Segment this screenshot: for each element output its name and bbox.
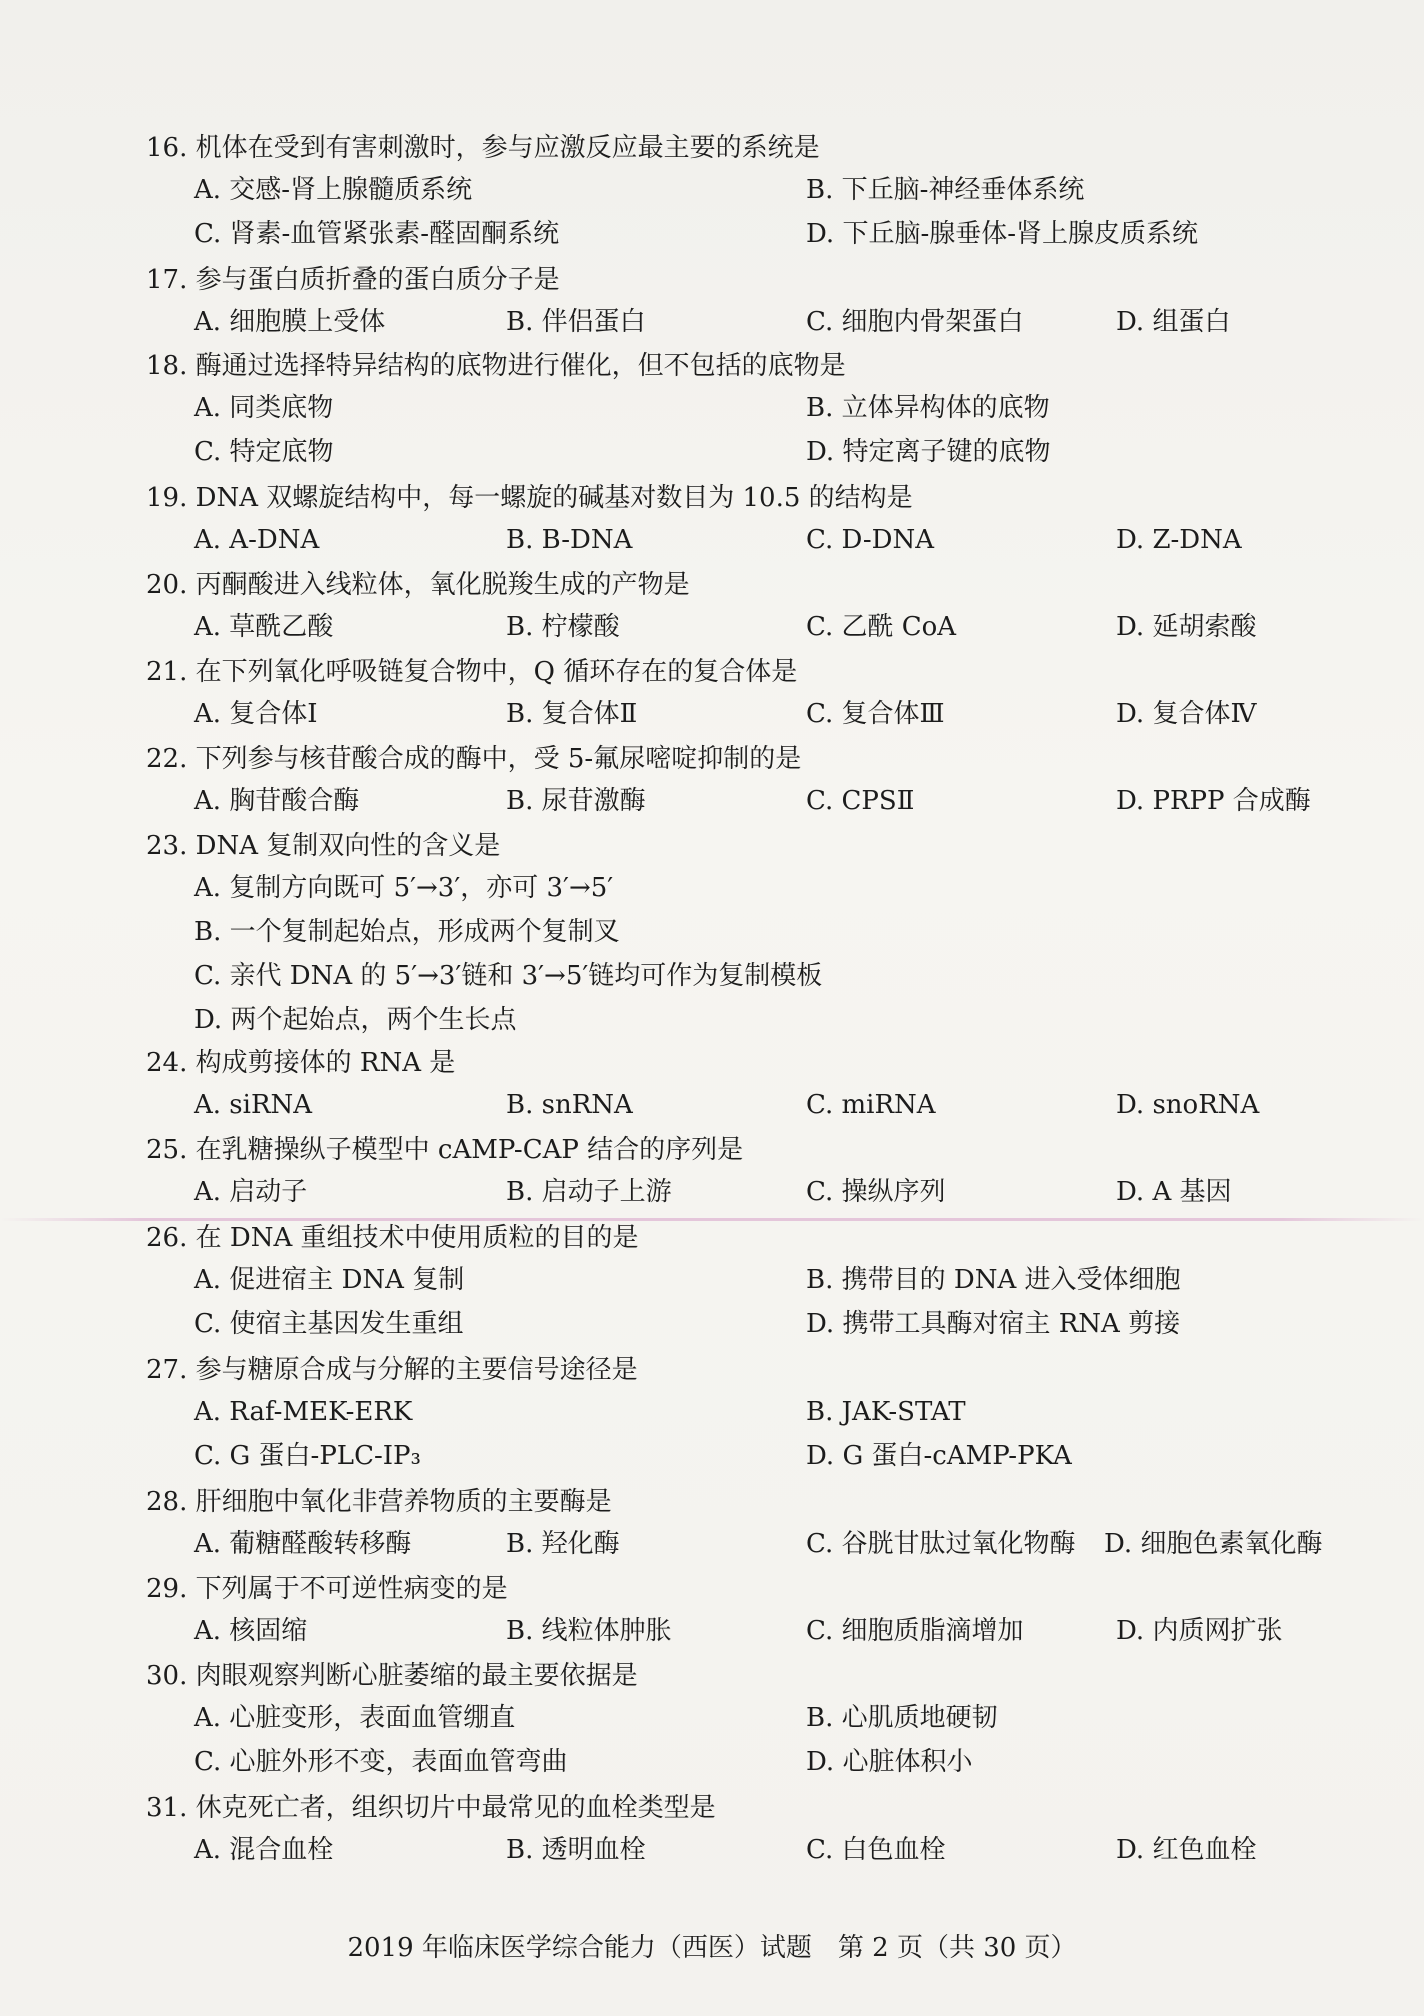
option-a: A. 交感-肾上腺髓质系统 xyxy=(194,175,473,205)
option-c: C. 特定底物 xyxy=(194,437,334,467)
option-c: C. CPSⅡ xyxy=(806,786,915,816)
option-a: A. 复合体Ⅰ xyxy=(194,699,318,729)
option-b: B. 下丘脑-神经垂体系统 xyxy=(806,175,1085,205)
option-c: C. 使宿主基因发生重组 xyxy=(194,1309,464,1339)
option-a: A. 葡糖醛酸转移酶 xyxy=(194,1529,412,1559)
question-stem: 31. 休克死亡者，组织切片中最常见的血栓类型是 xyxy=(146,1793,716,1823)
option-b: B. 立体异构体的底物 xyxy=(806,393,1050,423)
question-31 xyxy=(146,1790,1376,1872)
question-27 xyxy=(146,1352,1376,1478)
question-stem: 27. 参与糖原合成与分解的主要信号途径是 xyxy=(146,1355,638,1385)
option-a: A. 启动子 xyxy=(194,1177,308,1207)
option-b: B. 携带目的 DNA 进入受体细胞 xyxy=(806,1265,1181,1295)
page-footer: 2019 年临床医学综合能力（西医）试题 第 2 页（共 30 页） xyxy=(347,1933,1077,1963)
question-stem: 20. 丙酮酸进入线粒体，氧化脱羧生成的产物是 xyxy=(146,570,690,600)
option-b: B. 羟化酶 xyxy=(506,1529,620,1559)
question-stem: 17. 参与蛋白质折叠的蛋白质分子是 xyxy=(146,265,560,295)
option-c: C. 复合体Ⅲ xyxy=(806,699,945,729)
option-b: B. 启动子上游 xyxy=(506,1177,672,1207)
option-d: D. 红色血栓 xyxy=(1116,1835,1257,1865)
option-b: B. snRNA xyxy=(506,1090,633,1120)
option-d: D. 内质网扩张 xyxy=(1116,1616,1283,1646)
option-a: A. 复制方向既可 5′→3′，亦可 3′→5′ xyxy=(194,873,614,903)
question-20 xyxy=(146,567,1376,649)
option-b: B. 尿苷激酶 xyxy=(506,786,646,816)
question-26 xyxy=(146,1220,1376,1346)
option-d: D. 延胡索酸 xyxy=(1116,612,1257,642)
question-24 xyxy=(146,1045,1376,1127)
option-d: D. G 蛋白-cAMP-PKA xyxy=(806,1441,1072,1471)
question-stem: 24. 构成剪接体的 RNA 是 xyxy=(146,1048,456,1078)
question-28 xyxy=(146,1484,1376,1566)
option-c: C. 细胞质脂滴增加 xyxy=(806,1616,1024,1646)
option-c: C. D-DNA xyxy=(806,525,934,555)
question-stem: 29. 下列属于不可逆性病变的是 xyxy=(146,1574,508,1604)
option-a: A. 草酰乙酸 xyxy=(194,612,334,642)
option-d: D. snoRNA xyxy=(1116,1090,1260,1120)
question-25 xyxy=(146,1132,1376,1214)
option-d: D. 携带工具酶对宿主 RNA 剪接 xyxy=(806,1309,1181,1339)
option-c: C. 白色血栓 xyxy=(806,1835,946,1865)
question-stem: 30. 肉眼观察判断心脏萎缩的最主要依据是 xyxy=(146,1661,638,1691)
option-a: A. 心脏变形，表面血管绷直 xyxy=(194,1703,516,1733)
option-a: A. 核固缩 xyxy=(194,1616,308,1646)
option-d: D. 两个起始点，两个生长点 xyxy=(194,1005,517,1035)
option-b: B. 线粒体肿胀 xyxy=(506,1616,672,1646)
option-b: B. 柠檬酸 xyxy=(506,612,620,642)
question-16 xyxy=(146,130,1376,256)
option-b: B. 一个复制起始点，形成两个复制叉 xyxy=(194,917,620,947)
option-c: C. 谷胱甘肽过氧化物酶 xyxy=(806,1529,1076,1559)
option-b: B. 复合体Ⅱ xyxy=(506,699,638,729)
option-a: A. 胸苷酸合酶 xyxy=(194,786,360,816)
question-19 xyxy=(146,480,1376,562)
option-d: D. A 基因 xyxy=(1116,1177,1232,1207)
option-a: A. A-DNA xyxy=(194,525,320,555)
option-c: C. miRNA xyxy=(806,1090,936,1120)
option-d: D. 心脏体积小 xyxy=(806,1747,973,1777)
option-c: C. 肾素-血管紧张素-醛固酮系统 xyxy=(194,219,560,249)
option-d: D. 细胞色素氧化酶 xyxy=(1104,1529,1323,1559)
option-c: C. G 蛋白-PLC-IP₃ xyxy=(194,1441,421,1471)
option-a: A. 促进宿主 DNA 复制 xyxy=(194,1265,465,1295)
option-c: C. 操纵序列 xyxy=(806,1177,946,1207)
option-d: D. 组蛋白 xyxy=(1116,307,1231,337)
question-29 xyxy=(146,1571,1376,1653)
option-c: C. 乙酰 CoA xyxy=(806,612,957,642)
option-c: C. 亲代 DNA 的 5′→3′链和 3′→5′链均可作为复制模板 xyxy=(194,961,823,991)
option-a: A. 混合血栓 xyxy=(194,1835,334,1865)
question-stem: 18. 酶通过选择特异结构的底物进行催化，但不包括的底物是 xyxy=(146,351,846,381)
question-21 xyxy=(146,654,1376,736)
question-stem: 22. 下列参与核苷酸合成的酶中，受 5-氟尿嘧啶抑制的是 xyxy=(146,744,802,774)
question-stem: 28. 肝细胞中氧化非营养物质的主要酶是 xyxy=(146,1487,612,1517)
option-a: A. 细胞膜上受体 xyxy=(194,307,386,337)
option-b: B. 伴侣蛋白 xyxy=(506,307,646,337)
option-d: D. Z-DNA xyxy=(1116,525,1242,555)
option-b: B. 心肌质地硬韧 xyxy=(806,1703,998,1733)
question-30 xyxy=(146,1658,1376,1784)
option-b: B. B-DNA xyxy=(506,525,633,555)
question-stem: 19. DNA 双螺旋结构中，每一螺旋的碱基对数目为 10.5 的结构是 xyxy=(146,483,913,513)
option-c: C. 细胞内骨架蛋白 xyxy=(806,307,1024,337)
option-d: D. 复合体Ⅳ xyxy=(1116,699,1257,729)
option-a: A. siRNA xyxy=(194,1090,313,1120)
option-c: C. 心脏外形不变，表面血管弯曲 xyxy=(194,1747,568,1777)
question-stem: 25. 在乳糖操纵子模型中 cAMP-CAP 结合的序列是 xyxy=(146,1135,744,1165)
question-18 xyxy=(146,348,1376,474)
question-stem: 21. 在下列氧化呼吸链复合物中，Q 循环存在的复合体是 xyxy=(146,657,798,687)
question-stem: 16. 机体在受到有害刺激时，参与应激反应最主要的系统是 xyxy=(146,133,820,163)
option-b: B. JAK-STAT xyxy=(806,1397,966,1427)
option-b: B. 透明血栓 xyxy=(506,1835,646,1865)
question-23 xyxy=(146,828,1376,1042)
question-stem: 23. DNA 复制双向性的含义是 xyxy=(146,831,501,861)
option-d: D. 下丘脑-腺垂体-肾上腺皮质系统 xyxy=(806,219,1199,249)
option-d: D. 特定离子键的底物 xyxy=(806,437,1051,467)
question-17 xyxy=(146,262,1376,344)
option-a: A. Raf-MEK-ERK xyxy=(194,1397,413,1427)
question-22 xyxy=(146,741,1376,823)
question-stem: 26. 在 DNA 重组技术中使用质粒的目的是 xyxy=(146,1223,639,1253)
option-a: A. 同类底物 xyxy=(194,393,334,423)
option-d: D. PRPP 合成酶 xyxy=(1116,786,1311,816)
